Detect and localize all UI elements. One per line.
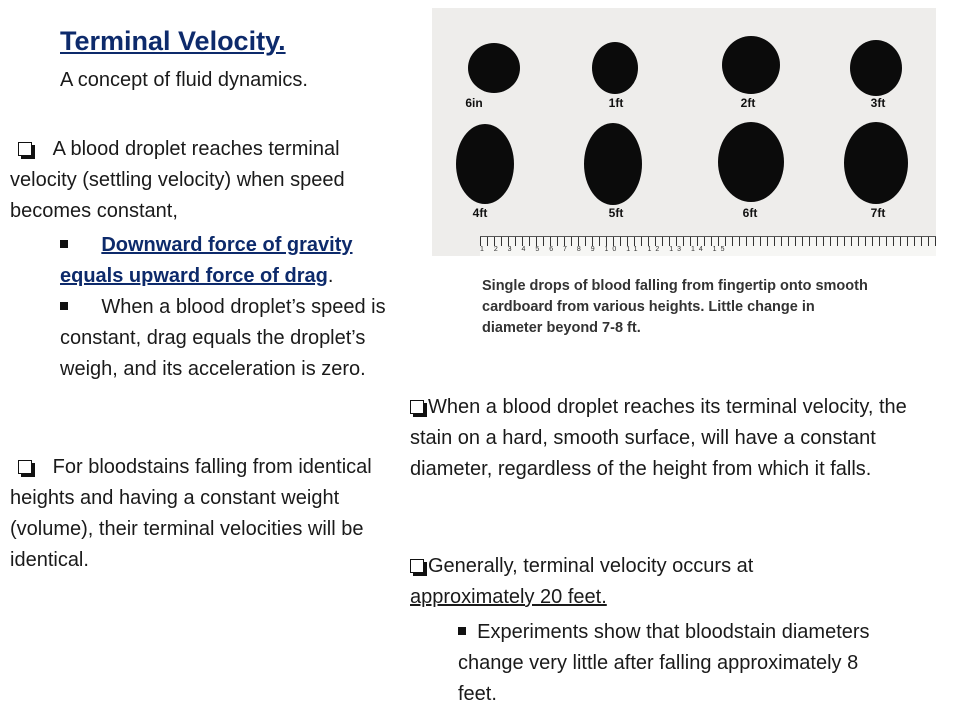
gravity-drag-statement: Downward force of gravity equals upward force of drag — [60, 234, 353, 287]
left-paragraph-2-text: For bloodstains falling from identical heights and having a constant weight (volume), their terminal velocities will be identical. — [10, 456, 372, 571]
blood-drop — [850, 40, 902, 96]
checkbox-bullet-icon — [410, 400, 424, 414]
square-bullet-icon — [458, 627, 466, 635]
blood-drop — [844, 122, 908, 204]
right-paragraph-1-text: When a blood droplet reaches its terminal velocity, the stain on a hard, smooth surface, will have a constant diameter, regardless of the height from which it falls. — [410, 396, 907, 480]
drop-label: 1ft — [608, 96, 624, 110]
left-bullet-2 — [60, 292, 390, 385]
right-bullet-1 — [458, 617, 898, 710]
right-paragraph-1 — [410, 392, 910, 485]
left-bullet-1 — [60, 230, 420, 292]
slide-title: Terminal Velocity. — [60, 26, 286, 56]
slide-subtitle: A concept of fluid dynamics. — [60, 69, 308, 91]
blood-drop — [718, 122, 784, 202]
blood-drop — [456, 124, 514, 204]
right-paragraph-2 — [410, 551, 850, 613]
checkbox-bullet-icon — [18, 142, 32, 156]
drop-label: 4ft — [472, 206, 488, 220]
square-bullet-icon — [60, 302, 68, 310]
left-bullet-2-text: When a blood droplet’s speed is constant, drag equals the droplet’s weigh, and its acceleration is zero. — [60, 296, 386, 380]
drop-label: 3ft — [870, 96, 886, 110]
drop-label: 6in — [465, 96, 483, 110]
blood-drop — [592, 42, 638, 94]
ruler-numbers: 1 2 3 4 5 6 7 8 9 10 11 12 13 14 15 — [480, 246, 729, 253]
blood-drop — [468, 43, 520, 93]
left-paragraph-2 — [10, 452, 402, 576]
drop-label: 5ft — [608, 206, 624, 220]
photo-caption: Single drops of blood falling from fingertip onto smooth cardboard from various heights. Little change in diameter beyond 7-8 ft. — [482, 278, 868, 336]
right-paragraph-2-text: Generally, terminal velocity occurs at — [428, 555, 754, 577]
twenty-feet-statement: approximately 20 feet. — [410, 586, 607, 608]
blood-drop — [722, 36, 780, 94]
left-paragraph-1 — [10, 134, 390, 227]
blood-drop-photo — [432, 8, 936, 256]
checkbox-bullet-icon — [18, 460, 32, 474]
gravity-drag-period: . — [327, 265, 334, 287]
left-paragraph-1-text: A blood droplet reaches terminal velocity (settling velocity) when speed becomes constant, — [10, 138, 345, 222]
drop-label: 2ft — [740, 96, 756, 110]
drop-label: 6ft — [742, 206, 758, 220]
checkbox-bullet-icon — [410, 559, 424, 573]
blood-drop — [584, 123, 642, 205]
square-bullet-icon — [60, 240, 68, 248]
right-bullet-1-text: Experiments show that bloodstain diameters change very little after falling approximately 8 feet. — [458, 621, 870, 705]
drop-label: 7ft — [870, 206, 886, 220]
